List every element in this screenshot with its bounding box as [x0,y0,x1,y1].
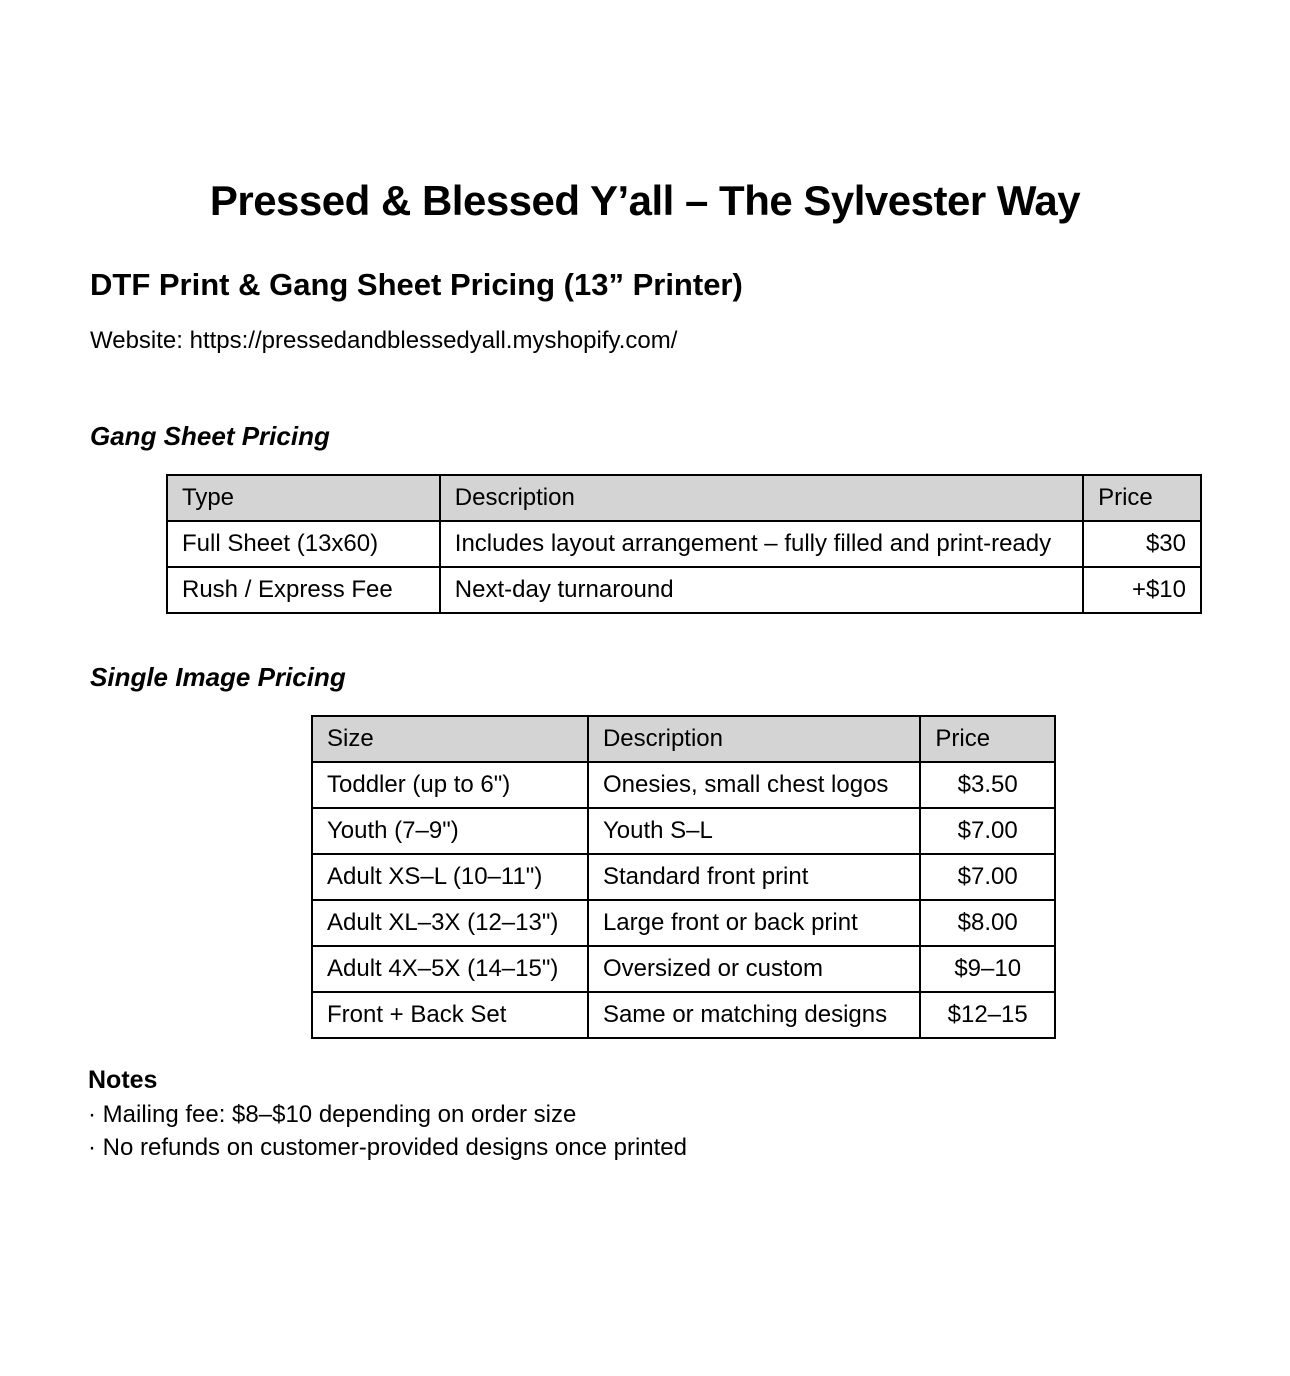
page-title: Pressed & Blessed Y’all – The Sylvester Way [209,177,1081,224]
table-header-row [167,475,1201,521]
table-row [312,992,1055,1038]
cell-price: $30 [1083,521,1201,567]
single-image-table-wrapper [0,693,1290,1039]
cell-price: $7.00 [920,854,1055,900]
cell-description: Includes layout arrangement – fully filled and print-ready [440,521,1083,567]
page-subtitle: DTF Print & Gang Sheet Pricing (13” Printer) [90,267,743,303]
website-line: Website: https://pressedandblessedyall.myshopify.com/ [90,327,678,355]
note-item: · Mailing fee: $8–$10 depending on order size [88,1101,577,1129]
gang-sheet-table-body [167,521,1201,613]
section-heading-single-image-pricing: Single Image Pricing [90,661,346,692]
column-header-price: Price [920,716,1055,762]
column-header-description: Description [440,475,1083,521]
cell-type: Full Sheet (13x60) [167,521,440,567]
cell-price: $7.00 [920,808,1055,854]
cell-size: Youth (7–9") [312,808,588,854]
column-header-type: Type [167,475,440,521]
cell-size: Front + Back Set [312,992,588,1038]
cell-description: Oversized or custom [588,946,920,992]
cell-size: Adult XS–L (10–11") [312,854,588,900]
notes-section [0,1039,1290,1164]
column-header-price: Price [1083,475,1201,521]
cell-size: Adult XL–3X (12–13") [312,900,588,946]
cell-price: $9–10 [920,946,1055,992]
table-row [167,567,1201,613]
notes-title: Notes [88,1065,158,1094]
single-image-pricing-table [311,715,1056,1039]
cell-description: Standard front print [588,854,920,900]
table-row [312,762,1055,808]
section-heading-gang-sheet-pricing: Gang Sheet Pricing [90,420,330,451]
note-item: · No refunds on customer-provided designs once printed [88,1134,687,1162]
cell-size: Adult 4X–5X (14–15") [312,946,588,992]
column-header-description: Description [588,716,920,762]
gang-sheet-pricing-table [166,474,1202,614]
table-row [312,900,1055,946]
cell-price: $3.50 [920,762,1055,808]
gang-sheet-table-wrapper [0,452,1290,614]
cell-price: $12–15 [920,992,1055,1038]
cell-size: Toddler (up to 6") [312,762,588,808]
single-image-table-body [312,762,1055,1038]
column-header-size: Size [312,716,588,762]
cell-price: $8.00 [920,900,1055,946]
cell-description: Next-day turnaround [440,567,1083,613]
table-row [167,521,1201,567]
gang-sheet-table-header [167,475,1201,521]
single-image-table-header [312,716,1055,762]
cell-description: Same or matching designs [588,992,920,1038]
cell-description: Youth S–L [588,808,920,854]
table-row [312,946,1055,992]
cell-description: Large front or back print [588,900,920,946]
table-header-row [312,716,1055,762]
cell-type: Rush / Express Fee [167,567,440,613]
table-row [312,854,1055,900]
cell-price: +$10 [1083,567,1201,613]
table-row [312,808,1055,854]
cell-description: Onesies, small chest logos [588,762,920,808]
